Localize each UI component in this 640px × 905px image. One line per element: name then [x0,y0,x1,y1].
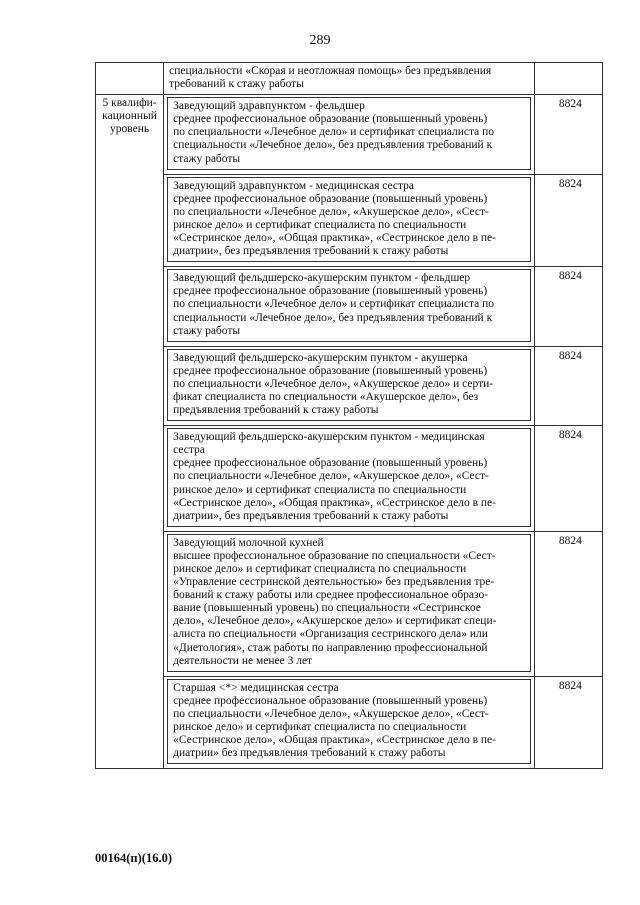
description-cell [164,95,535,174]
text-line: среднее профессиональное образование (повышенный уровень) [173,192,488,205]
text-line: «Диетология», стаж работы по направлению профессиональной [173,641,488,654]
text-line: специальности «Скорая и неотложная помощь» без предъявления [169,65,492,77]
position-description-box [167,97,531,169]
qualification-row [96,676,603,769]
text-line: ринское дело» и сертификат специалиста по специальности [173,483,467,496]
text-line: среднее профессиональное образование (повышенный уровень) [173,285,488,298]
qualification-row [96,174,603,267]
text-line: ринское дело» и сертификат специалиста по специальности [173,721,467,734]
text-line: по специальности «Лечебное дело», «Акушерское дело», «Сест- [173,707,489,720]
value-cell [534,676,602,769]
text-line: среднее профессиональное образование (повышенный уровень) [173,113,488,126]
salary-value: 8824 [558,98,582,111]
text-line: фикат специалиста по специальности «Акушерское дело», без [173,390,479,403]
value-cell [534,346,602,425]
position-description [168,680,530,764]
text-line: диатрии», без предъявления требований к стажу работы [173,245,449,258]
salary-value: 8824 [558,349,582,362]
position-description [168,350,530,420]
text-line: «Управление сестринской деятельностью» без предъявления тре- [173,576,495,589]
text-line: дело», «Лечебное дело», «Акушерское дело» и сертификат специ- [173,615,497,628]
text-line: среднее профессиональное образование (повышенный уровень) [173,364,488,377]
position-title: Заведующий здравпунктом - фельдшер [173,100,365,113]
level-line: уровень [110,123,150,136]
salary-value: 8824 [558,429,582,442]
qualification-row [96,267,603,346]
page-number: 289 [309,33,331,48]
value-cell [534,531,602,676]
value-cell [534,95,602,174]
text-line: по специальности «Лечебное дело», «Акушерское дело» и серти- [173,377,494,390]
text-line: сестра [173,444,205,457]
value-cell [534,267,602,346]
value-cell-empty [534,63,602,95]
text-line: требований к стажу работы [169,78,304,91]
position-title: Заведующий здравпунктом - медицинская сестра [173,179,415,192]
text-line: деятельности не менее 3 лет [173,654,313,667]
text-line: диатрии», без предъявления требований к стажу работы [173,509,449,522]
position-description-box [167,428,531,527]
position-description-box [167,269,531,341]
description-cell [164,63,535,95]
qualification-table [95,62,603,769]
qualification-row [96,346,603,425]
qualification-row [96,95,603,174]
description-cell [164,174,535,267]
text-line: стажу работы [173,324,241,337]
document-code: 00164(п)(16.0) [95,851,172,865]
level-line: кационный [102,110,157,123]
description-cell [164,531,535,676]
position-title: Заведующий фельдшерско-акушерским пунктом - акушерка [173,351,468,364]
text-line: специальности «Лечебное дело», без предъявления требований к [173,139,493,152]
qualification-level [96,95,163,138]
salary-value: 8824 [558,270,582,283]
qualification-row [96,426,603,532]
position-description [168,178,530,262]
position-description [168,535,530,671]
salary-value: 8824 [558,534,582,547]
text-line: «Сестринское дело», «Общая практика», «Сестринское дело в пе- [173,232,496,245]
text-line: среднее профессиональное образование (повышенный уровень) [173,694,488,707]
text-line: ринское дело» и сертификат специалиста по специальности [173,563,467,575]
text-line: стажу работы [173,152,241,165]
level-cell-empty [96,63,164,95]
text-line: «Сестринское дело», «Общая практика», «Сестринское дело в пе- [173,734,496,747]
position-title: Заведующий фельдшерско-акушерским пунктом - медицинская [173,431,485,444]
level-cell [96,95,164,769]
text-line: по специальности «Лечебное дело» и сертификат специалиста по [173,126,495,139]
description-cell [164,426,535,532]
description-cell [164,346,535,425]
continuation-text [164,63,534,94]
salary-value: 8824 [558,679,582,692]
position-description [168,429,530,526]
level-line: 5 квалифи- [102,97,157,110]
position-description-box [167,177,531,263]
value-cell [534,174,602,267]
position-description [168,98,530,168]
position-title: Старшая <*> медицинская сестра [173,681,339,694]
position-description-box [167,349,531,421]
position-description [168,270,530,340]
text-line: «Сестринское дело», «Общая практика», «Сестринское дело в пе- [173,496,496,509]
text-line: среднее профессиональное образование (повышенный уровень) [173,457,488,470]
position-description-box [167,534,531,672]
description-cell [164,267,535,346]
salary-value: 8824 [558,177,582,190]
position-title: Заведующий фельдшерско-акушерским пунктом - фельдшер [173,272,471,285]
text-line: ринское дело» и сертификат специалиста по специальности [173,218,467,231]
qualification-row [96,531,603,676]
text-line: предъявления требований к стажу работы [173,404,379,417]
continuation-row [96,63,603,95]
text-line: высшее профессиональное образование по специальности «Сест- [173,549,496,562]
text-line: алиста по специальности «Организация сестринского дела» или [173,628,488,641]
position-title: Заведующий молочной кухней [173,536,324,549]
position-description-box [167,679,531,765]
description-cell [164,676,535,769]
text-line: по специальности «Лечебное дело», «Акушерское дело», «Сест- [173,205,489,218]
text-line: бований к стажу работы или среднее профессиональное образо- [173,589,489,602]
text-line: специальности «Лечебное дело», без предъявления требований к [173,311,493,324]
value-cell [534,426,602,532]
text-line: диатрии» без предъявления требований к стажу работы [173,747,446,760]
text-line: по специальности «Лечебное дело» и сертификат специалиста по [173,298,495,311]
text-line: вание (повышенный уровень) по специальности «Сестринское [173,602,481,615]
text-line: по специальности «Лечебное дело», «Акушерское дело», «Сест- [173,470,489,483]
